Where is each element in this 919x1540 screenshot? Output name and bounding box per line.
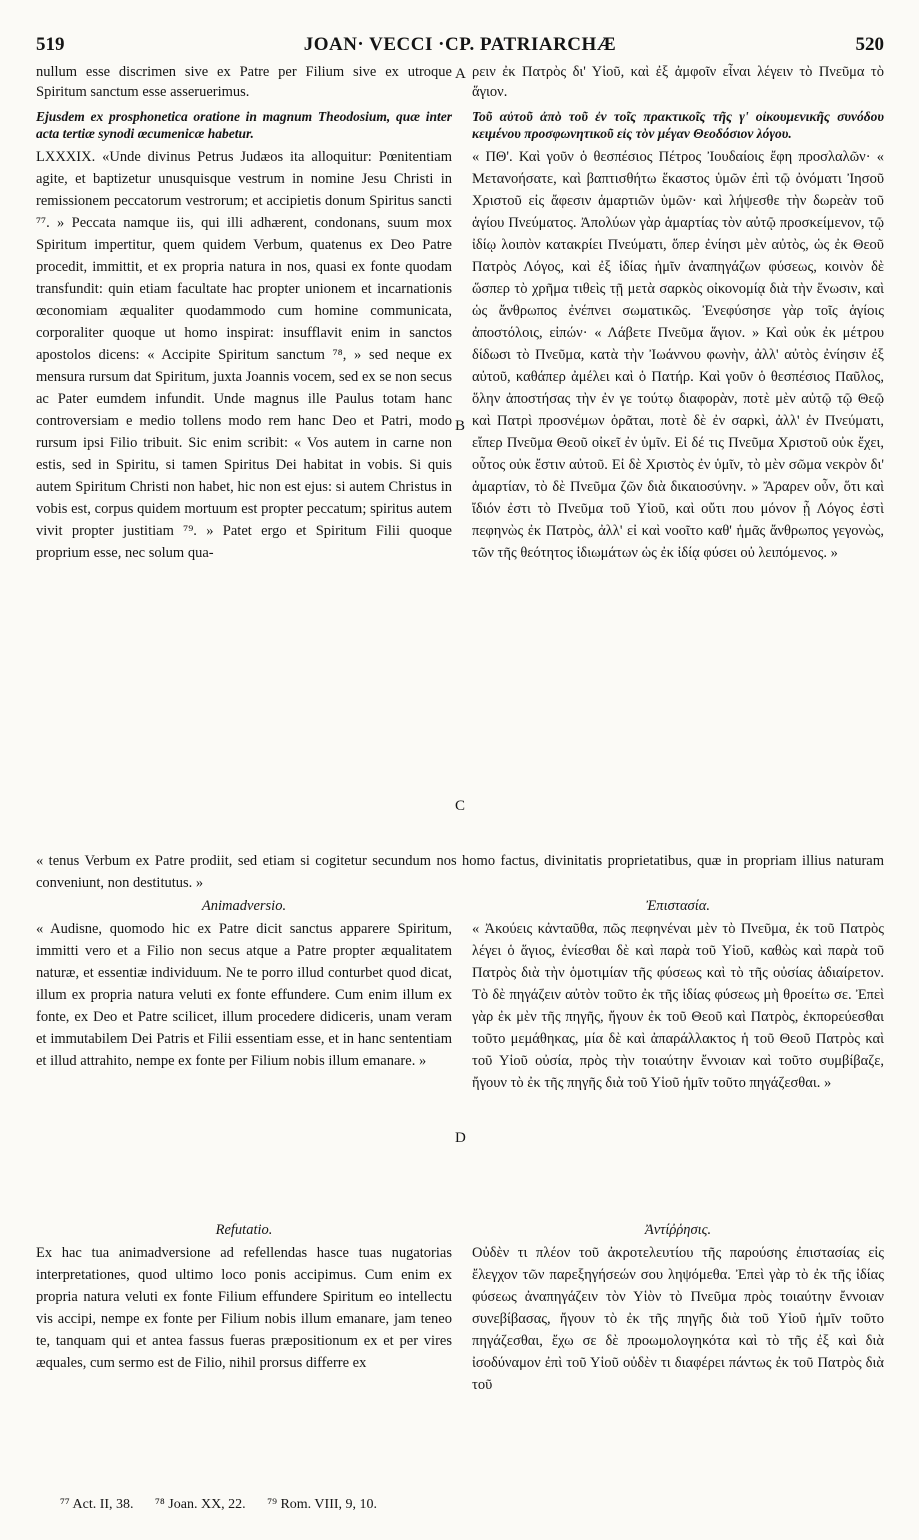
animadversio-body: « Audisne, quomodo hic ex Patre dicit sanctus apparere Spiritum, immitti vero et a Filio non secus atque a Patre propter æqualitatem naturæ, et essentiæ individuum. Ne te porro illud conturbet quod dicat, illum ex propria natura veluti ex fonte effundere. Cum enim illum ex fonte, ex Deo et Patre scilicet, illum procedere didiceris, unam veram et immutabilem Dei Patris et Filii essentiam esse, et in hanc sententiam et illud attrahito, nempe ex fonte per Filium nobis illum emanare. » xyxy=(36,921,452,1069)
page-header xyxy=(36,34,884,60)
greek-antirrhesis xyxy=(472,1216,884,1396)
greek-column-top xyxy=(472,62,884,942)
animadversio-title: Animadversio. xyxy=(201,898,287,914)
greek-intro: ρειν ἐκ Πατρὸς δι' Υἱοῦ, καὶ ἐξ ἀμφοῖν εἶναι λέγειν τὸ Πνεῦμα τὸ ἅγιον. xyxy=(472,64,884,100)
antirrhesis-body: Οὐδὲν τι πλέον τοῦ ἀκροτελευτίου τῆς παρούσης ἐπιστασίας εἰς ἔλεγχον τῶν παρεξηγήσεών σου ληψόμεθα. Ἐπεὶ γὰρ τὸ ἐκ τῆς ἰδίας φύσεως ἀναπηγάζειν τὸν Υἱὸν τὸ Πνεῦμα πρὸς τοιαύτην ἔννοιαν συνεβίβασας, ἤγουν τὸ ἐκ τῆς πηγῆς διὰ τοῦ Υἱοῦ ἡμῖν τοῦτο πηγάζεσθαι, ἔχω σε δὲ προωμολογηκότα καὶ τὸ τῆς ἐξ καὶ διὰ ἰσοδύναμον ἐπὶ τοῦ Υἱοῦ οὐδὲν τι διαφέρει πάντως ἐκ τοῦ Πατρὸς διὰ τοῦ xyxy=(472,1245,884,1393)
spanning-text: « tenus Verbum ex Patre prodiit, sed etiam si cogitetur secundum nos homo factus, divinitatis proprietatibus, quæ in propriam illius naturam conveniunt, non destitutus. » xyxy=(36,853,884,891)
footnote-78: ⁷⁸ Joan. XX, 22. xyxy=(155,1497,246,1512)
margin-letter-b: B xyxy=(455,418,466,434)
page-number-right: 520 xyxy=(855,34,884,55)
antirrhesis-title: Ἀντίῤῥησις. xyxy=(644,1222,712,1238)
latin-intro: nullum esse discrimen sive ex Patre per Filium sive ex utroque Spiritum sanctum esse asseruerimus. xyxy=(36,64,452,100)
latin-heading: Ejusdem ex prosphonetica oratione in magnum Theodosium, quæ inter acta tertiæ synodi œcumenicæ habetur. xyxy=(36,109,452,141)
margin-letter-a: A xyxy=(455,66,466,82)
footnote-77: ⁷⁷ Act. II, 38. xyxy=(60,1497,134,1512)
footnote-79: ⁷⁹ Rom. VIII, 9, 10. xyxy=(267,1497,378,1512)
page-number-left: 519 xyxy=(36,34,65,55)
margin-letter-d: D xyxy=(455,1130,466,1146)
epistasia-title: Ἐπιστασία. xyxy=(646,898,710,914)
epistasia-body: « Ἀκούεις κἀνταῦθα, πῶς πεφηνέναι μὲν τὸ Πνεῦμα, ἐκ τοῦ Πατρὸς λέγει ὁ ἅγιος, ἐνίεσθαι δὲ καὶ παρὰ τοῦ Υἱοῦ, καθὼς καὶ παρὰ τοῦ Πατρὸς διὰ τὴν ὁμοτιμίαν τῆς φύσεως καὶ τὸ τῆς οὐσίας ἀδιαίρετον. Τὸ δὲ πηγάζειν αὐτὸν τοῦτο ἐκ τῆς ἰδίας φύσεως μὴ θροείτω σε. Ἐπεὶ γὰρ ἐκ μὲν τῆς πηγῆς, ἤγουν ἐκ τοῦ Θεοῦ καὶ Πατρὸς, ἐκπορεύεσθαι τοῦτο μεμάθηκας, μία δὲ καὶ ἀπαράλλακτος ἡ τοῦ Θεοῦ Πατρὸς καὶ τοῦ Υἱοῦ οὐσία, πρὸς τὴν τοιαύτην ἔννοιαν καὶ τοῦτο συμβίβαζε, ἤγουν τὸ ἐκ τῆς πηγῆς διὰ τοῦ Υἱοῦ ἡμῖν τοῦτο πηγάζεσθαι. » xyxy=(472,921,884,1091)
footnotes xyxy=(60,1497,880,1513)
refutatio-title: Refutatio. xyxy=(215,1222,273,1238)
latin-animadversio xyxy=(36,892,452,1072)
latin-body: LXXXIX. «Unde divinus Petrus Judæos ita alloquitur: Pœnitentiam agite, et baptizetur unusquisque vestrum in nomine Jesu Christi in remissionem peccatorum vestrorum; et accipietis donum Spiritus sancti ⁷⁷. » Peccata namque iis, qui illi adhærent, condonans, suum mox Spiritum impertitur, quem quidem Verbum, quatenus ex Deo Patre procedit, immittit, et ex propria natura in nos, quasi ex fonte quodam transfundit: quin etiam facultate hac propter unionem et incarnationis œconomiam æqualiter quodammodo cum homine communicata, corporaliter quoque ut homo inspirat: insufflavit enim in sanctos apostolos dicens: « Accipite Spiritum sanctum ⁷⁸, » sed neque ex mensura rursum dat Spiritum, juxta Joannis vocem, sed ex se non secus ac Pater eumdem infundit. Unde magnus ille Paulus totam hanc controversiam e medio tollens modo rem hanc Deo et Patri, modo rursum ipsi Filio tribuit. Sic enim scribit: « Vos autem in carne non estis, sed in Spiritu, si tamen Spiritus Dei habitat in vobis. Si quis autem Spiritum Christi non habet, hic non est ejus: si autem Christus in vobis est, corpus quidem mortuum est propter peccatum; spiritus autem vivit propter justitiam ⁷⁹. » Patet ergo et Spiritum Filii quoque proprium esse, nec solum qua- xyxy=(36,149,452,561)
latin-column-top xyxy=(36,62,452,942)
refutatio-body: Ex hac tua animadversione ad refellendas hasce tuas nugatorias interpretationes, quod ultimo loco ponis accipimus. Cum enim ex propria natura veluti ex fonte Filium effundere Spiritum eo intellectu vis accipi, nempe ex fonte per Filium nobis illum emanare, jam teneo te, tanquam qui et antea fassus fueras præpositionum ex et per vires æquales, cum sermo est de Filio, nihil prorsus differre ex xyxy=(36,1245,452,1371)
greek-epistasia xyxy=(472,892,884,1094)
running-title: JOAN· VECCI ·CP. PATRIARCHÆ xyxy=(303,34,617,55)
margin-letter-c: C xyxy=(455,798,466,814)
greek-heading: Τοῦ αὐτοῦ ἀπὸ τοῦ ἐν τοῖς πρακτικοῖς τῆς γ' οἰκουμενικῆς συνόδου κειμένου προσφωνητικοῦ εἰς τὸν μέγαν Θεοδόσιον λόγου. xyxy=(472,109,884,141)
greek-body: « ΠΘ'. Καὶ γοῦν ὁ θεσπέσιος Πέτρος Ἰουδαίοις ἔφη προσλαλῶν· « Μετανοήσατε, καὶ βαπτισθήτω ἕκαστος ὑμῶν ἐπὶ τῷ ὀνόματι Ἰησοῦ Χριστοῦ εἰς ἄφεσιν ἁμαρτιῶν ὑμῶν· καὶ λήψεσθε τὴν δωρεὰν τοῦ ἁγίου Πνεύματος. Ἀπολύων γὰρ ἁμαρτίας τὸν αὐτῷ προσκείμενον, τῷ ἰδίῳ λοιπὸν κατακρίει Πνεύματι, ὅπερ ἐνίησι μὲν αὐτὸς, ὡς ἐκ Θεοῦ Πατρὸς Λόγος, καὶ ἐξ ἰδίας ἡμῖν ἀναπηγάζων φύσεως, κοινὸν δὲ ὥσπερ τὸ χρῆμα τιθεὶς τῇ μετὰ σαρκὸς οἰκονομίᾳ διὰ τὴν ἕνωσιν, καὶ ὡς ἄνθρωπος ἐνέπνει σωματικῶς. Ἐνεφύσησε γὰρ τοῖς ἁγίοις ἀποστόλοις, εἰπών· « Λάβετε Πνεῦμα ἅγιον. » Καὶ οὐκ ἐκ μέτρου δίδωσι τὸ Πνεῦμα, κατὰ τὴν Ἰωάννου φωνὴν, ἀλλ' αὐτὸς ἐνίησιν ἐξ αὐτοῦ, καθάπερ ἀμέλει καὶ ὁ Πατήρ. Καὶ γοῦν ὁ θεσπέσιος Παῦλος, ὅλην ἀποστήσας τὴν ἐν γε τούτῳ διαφορὰν, ποτὲ μὲν αὐτῷ τῷ Θεῷ καὶ Πατρὶ προσνέμων ὁρᾶται, ποτὲ δὲ ἐν σαρκὶ, ἀλλ' ἐν Πνεύματι, εἴπερ Πνεῦμα Θεοῦ οἰκεῖ ἐν ὑμῖν. Εἰ δέ τις Πνεῦμα Χριστοῦ οὐκ ἔχει, οὗτος οὐκ ἔστιν αὐτοῦ. Εἰ δὲ Χριστὸς ἐν ὑμῖν, τὸ μὲν σῶμα νεκρὸν δι' ἁμαρτίαν, τὸ δὲ Πνεῦμα ζῶν διὰ δικαιοσύνην. » Ἄραρεν οὖν, ὅτι καὶ ἴδιόν ἐστι τὸ Πνεῦμα τοῦ Υἱοῦ, καὶ οὔτι που μόνον ᾗ Λόγος ἐστὶ πεφηνὼς ἐκ Πατρὸς, ἀλλ' εἰ καὶ νοοῖτο καθ' ἡμᾶς ἄνθρωπος γεγονὼς, τῶν τῆς θεότητος ἰδιωμάτων ὡς ἐκ ἰδίᾳ φύσει οὐ λειπόμενος. » xyxy=(472,149,884,561)
latin-refutatio xyxy=(36,1216,452,1374)
spanning-paragraph xyxy=(36,850,884,894)
